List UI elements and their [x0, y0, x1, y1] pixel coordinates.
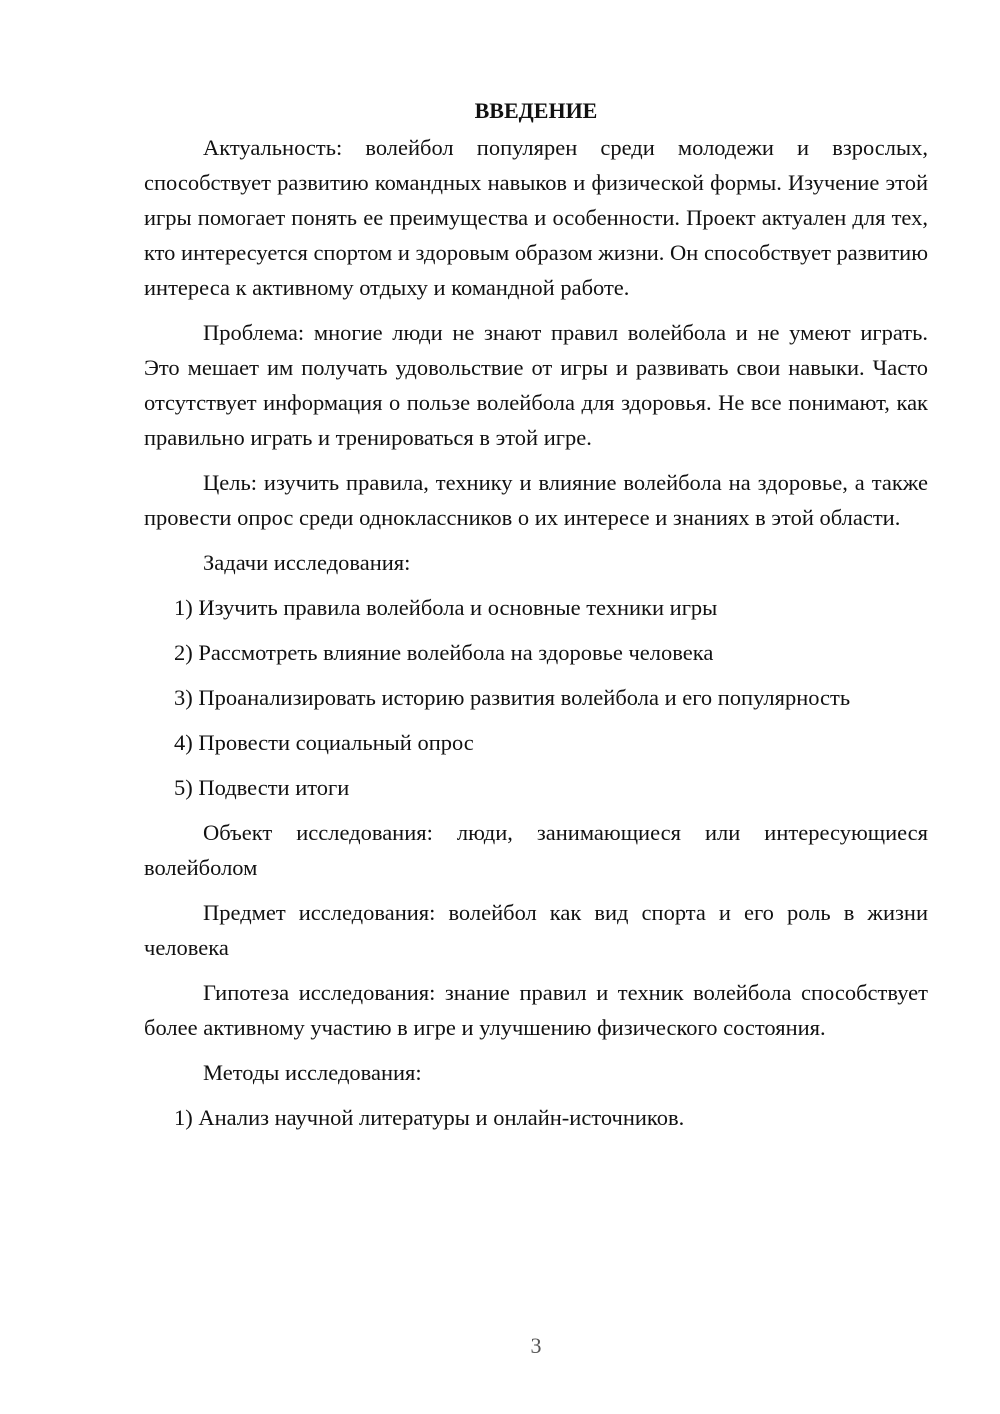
- task-item-1: 1) Изучить правила волейбола и основные техники игры: [174, 595, 718, 620]
- methods-title: Методы исследования:: [203, 1060, 422, 1085]
- page-number: 3: [530, 1333, 542, 1358]
- problem-paragraph: Проблема: многие люди не знают правил волейбола и не умеют играть. Это мешает им получать удовольствие от игры и развивать свои навыки. Часто отсутствует информация о пользе волейбола для здоровья. Не все понимают, как правильно играть и тренироваться в этой игре.: [144, 320, 928, 450]
- hypothesis-paragraph: Гипотеза исследования: знание правил и техник волейбола способствует более активному участию в игре и улучшению физического состояния.: [144, 980, 928, 1040]
- relevance-paragraph: Актуальность: волейбол популярен среди молодежи и взрослых, способствует развитию командных навыков и физической формы. Изучение этой игры помогает понять ее преимущества и особенности. Проект актуален для тех, кто интересуется спортом и здоровым образом жизни. Он способствует развитию интереса к активному отдыху и командной работе.: [144, 135, 929, 300]
- task-item-2: 2) Рассмотреть влияние волейбола на здоровье человека: [174, 640, 714, 665]
- task-item-3: 3) Проанализировать историю развития волейбола и его популярность: [174, 685, 851, 710]
- goal-paragraph: Цель: изучить правила, технику и влияние волейбола на здоровье, а также провести опрос среди одноклассников о их интересе и знаниях в этой области.: [144, 470, 928, 530]
- section-heading: ВВЕДЕНИЕ: [474, 98, 598, 123]
- subject-paragraph: Предмет исследования: волейбол как вид спорта и его роль в жизни человека: [144, 900, 928, 960]
- method-item-1: 1) Анализ научной литературы и онлайн-источников.: [174, 1105, 685, 1130]
- document-body: [144, 93, 928, 1145]
- object-paragraph: Объект исследования: люди, занимающиеся или интересующиеся волейболом: [144, 820, 928, 880]
- task-item-4: 4) Провести социальный опрос: [174, 730, 474, 755]
- tasks-title: Задачи исследования:: [203, 550, 411, 575]
- task-item-5: 5) Подвести итоги: [174, 775, 350, 800]
